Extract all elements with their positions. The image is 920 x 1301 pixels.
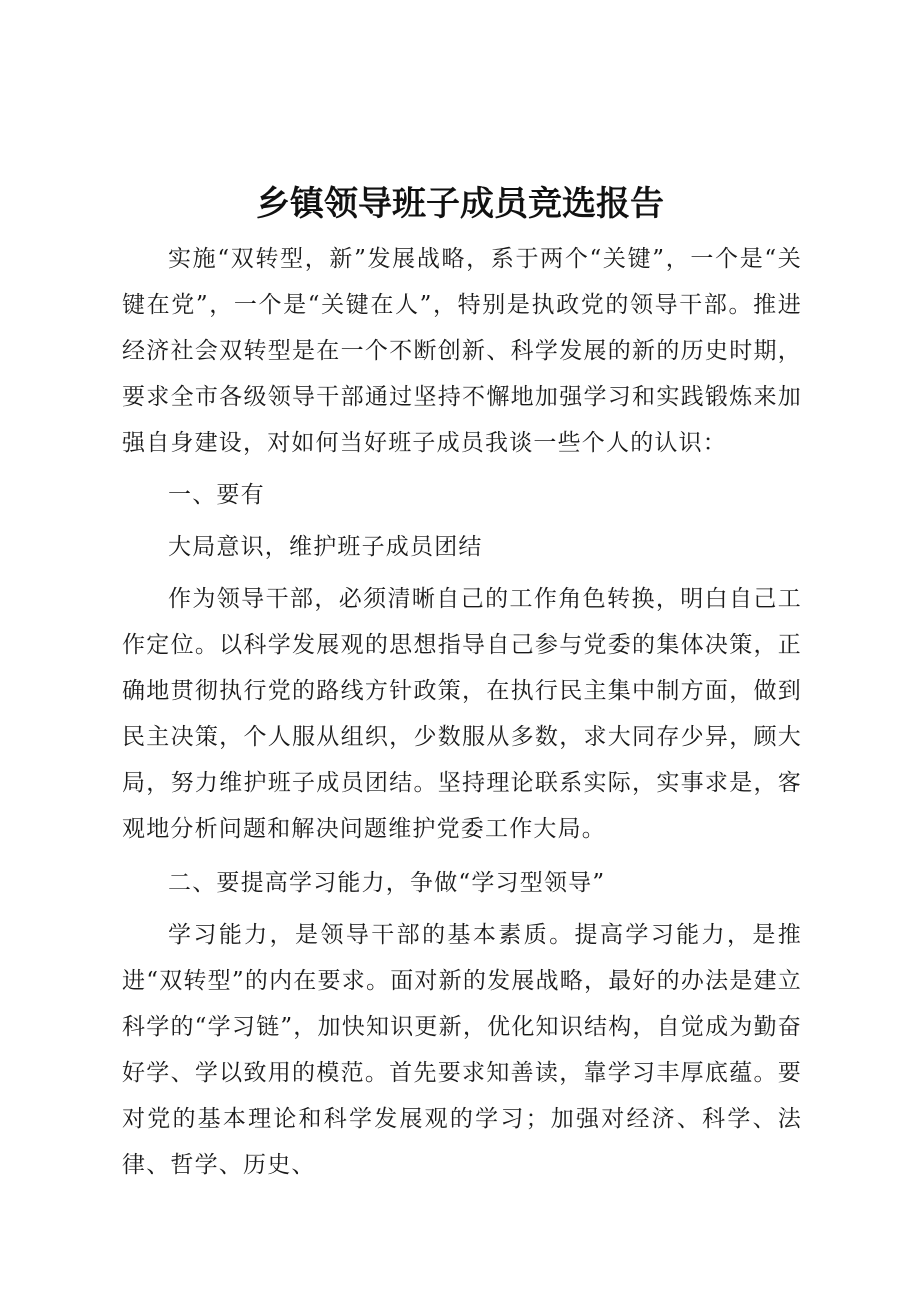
section-heading-2: 二、要提高学习能力，争做“学习型领导” — [168, 870, 606, 896]
document-title: 乡镇领导班子成员竞选报告 — [256, 184, 664, 224]
document-body — [122, 236, 802, 1188]
intro-paragraph: 实施“双转型，新”发展战略，系于两个“关键”，一个是“关键在党”，一个是“关键在人”，特别是执政党的领导干部。推进经济社会双转型是在一个不断创新、科学发展的新的历史时期，要求全市各级领导干部通过坚持不懈地加强学习和实践锻炼来加强自身建设，对如何当好班子成员我谈一些个人的认识： — [122, 246, 802, 456]
section-heading-1: 一、要有 — [168, 482, 265, 508]
section-paragraph-2: 学习能力，是领导干部的基本素质。提高学习能力，是推进“双转型”的内在要求。面对新的发展战略，最好的办法是建立科学的“学习链”，加快知识更新，优化知识结构，自觉成为勤奋好学、学以致用的模范。首先要求知善读，靠学习丰厚底蕴。要对党的基本理论和科学发展观的学习；加强对经济、科学、法律、哲学、历史、 — [122, 922, 802, 1178]
section-paragraph-1: 作为领导干部，必须清晰自己的工作角色转换，明白自己工作定位。以科学发展观的思想指导自己参与党委的集体决策，正确地贯彻执行党的路线方针政策，在执行民主集中制方面，做到民主决策，个人服从组织，少数服从多数，求大同存少异，顾大局，努力维护班子成员团结。坚持理论联系实际，实事求是，客观地分析问题和解决问题维护党委工作大局。 — [122, 586, 802, 842]
section-subheading-1: 大局意识，维护班子成员团结 — [168, 534, 483, 560]
